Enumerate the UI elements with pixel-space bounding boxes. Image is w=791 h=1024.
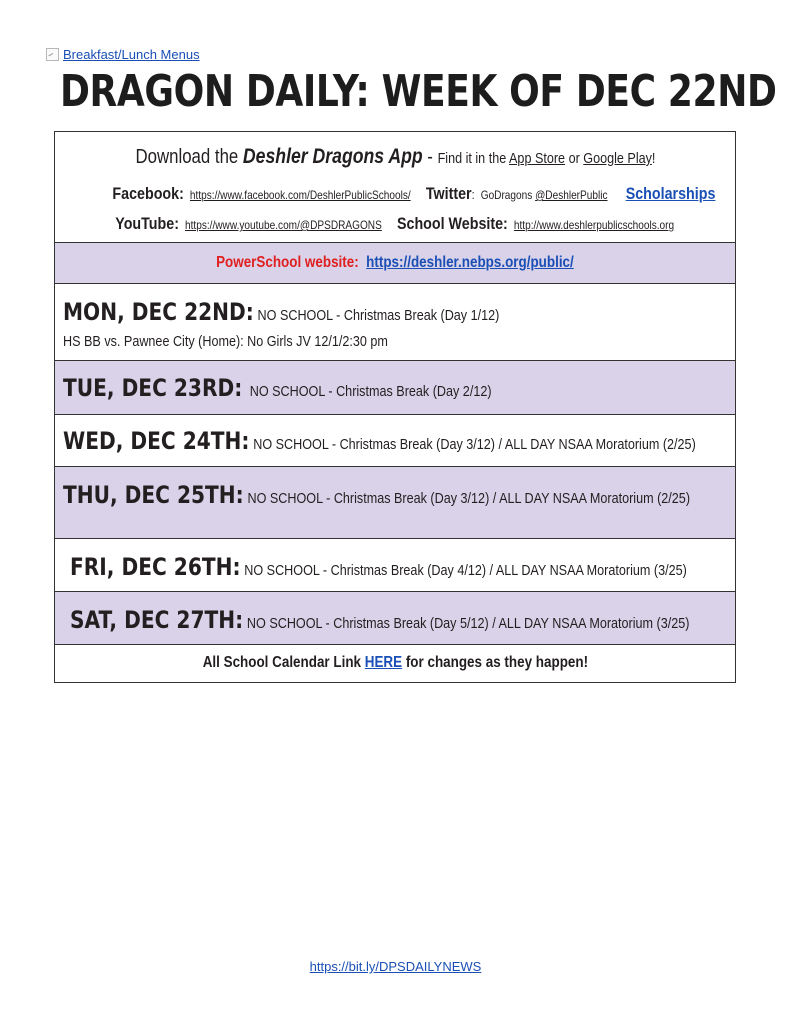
day-row-tue	[55, 361, 735, 415]
scholarships-link[interactable]: Scholarships	[625, 184, 716, 203]
calendar-row	[55, 645, 735, 682]
facebook-link[interactable]: https://www.facebook.com/DeshlerPublicSchools/	[189, 188, 411, 202]
day-line-tue	[63, 374, 492, 402]
day-text-sat: NO SCHOOL - Christmas Break (Day 5/12) / ALL DAY NSAA Moratorium (3/25)	[246, 615, 690, 632]
page-title: DRAGON DAILY: WEEK OF DEC 22ND	[60, 66, 777, 117]
exclamation: !	[651, 150, 655, 167]
twitter-colon: :	[471, 187, 475, 202]
school-website-link[interactable]: http://www.deshlerpublicschools.org	[514, 218, 675, 232]
day-line-mon	[63, 298, 499, 326]
daily-news-link[interactable]: https://bit.ly/DPSDAILYNEWS	[309, 959, 482, 974]
day-heading-fri: FRI, DEC 26TH:	[70, 553, 241, 581]
bottom-link-row	[0, 959, 791, 974]
twitter-text: GoDragons	[480, 188, 536, 202]
day-heading-sat: SAT, DEC 27TH:	[70, 606, 244, 634]
calendar-here-link[interactable]: HERE	[364, 654, 402, 671]
google-play-link[interactable]: Google Play	[582, 150, 652, 167]
day-row-fri	[55, 539, 735, 592]
day-row-sat	[55, 592, 735, 645]
social-line-2	[55, 214, 735, 234]
download-app-line	[55, 145, 735, 169]
app-name: Deshler Dragons App	[242, 145, 423, 168]
social-line-1	[55, 184, 735, 204]
day-row-thu	[55, 467, 735, 539]
info-table	[54, 131, 736, 683]
day-text-mon: NO SCHOOL - Christmas Break (Day 1/12)	[257, 307, 500, 324]
day-line-wed	[63, 427, 696, 455]
calendar-prefix: All School Calendar Link	[202, 654, 365, 671]
day-row-wed	[55, 415, 735, 467]
day-heading-mon: MON, DEC 22ND:	[63, 298, 254, 326]
app-store-link[interactable]: App Store	[508, 150, 565, 167]
powerschool-link[interactable]: https://deshler.nebps.org/public/	[366, 254, 574, 271]
header-row	[55, 132, 735, 243]
breakfast-lunch-menus-link[interactable]: Breakfast/Lunch Menus	[63, 47, 200, 62]
day-text-wed: NO SCHOOL - Christmas Break (Day 3/12) / ALL DAY NSAA Moratorium (2/25)	[253, 436, 696, 453]
powerschool-row	[55, 243, 735, 284]
broken-image-icon	[46, 48, 59, 61]
calendar-suffix: for changes as they happen!	[401, 654, 588, 671]
youtube-label: YouTube:	[115, 214, 180, 233]
calendar-line	[55, 654, 735, 672]
day-text-tue: NO SCHOOL - Christmas Break (Day 2/12)	[249, 383, 492, 400]
day-text-fri: NO SCHOOL - Christmas Break (Day 4/12) / ALL DAY NSAA Moratorium (3/25)	[244, 562, 687, 579]
school-website-label: School Website:	[397, 214, 509, 233]
day-row-mon	[55, 284, 735, 361]
download-dash: -	[422, 146, 438, 168]
day-text-thu: NO SCHOOL - Christmas Break (Day 3/12) / ALL DAY NSAA Moratorium (2/25)	[247, 490, 691, 507]
day-heading-tue: TUE, DEC 23RD:	[63, 374, 243, 402]
day-heading-wed: WED, DEC 24TH:	[63, 427, 250, 455]
twitter-label: Twitter	[425, 184, 472, 203]
menus-link-row	[46, 47, 200, 62]
download-prefix: Download the	[135, 146, 243, 168]
day-line-fri	[70, 553, 687, 581]
or-text: or	[564, 150, 583, 167]
day-line-thu	[63, 481, 690, 509]
powerschool-line	[55, 254, 735, 272]
day-subtext-mon: HS BB vs. Pawnee City (Home): No Girls JV 12/1/2:30 pm	[63, 333, 388, 350]
day-line-sat	[70, 606, 689, 634]
youtube-link[interactable]: https://www.youtube.com/@DPSDRAGONS	[185, 218, 383, 232]
facebook-label: Facebook:	[112, 184, 184, 203]
twitter-handle-link[interactable]: @DeshlerPublic	[535, 188, 608, 202]
powerschool-label: PowerSchool website:	[216, 254, 359, 271]
day-heading-thu: THU, DEC 25TH:	[63, 481, 244, 509]
find-text: Find it in the	[437, 150, 509, 167]
